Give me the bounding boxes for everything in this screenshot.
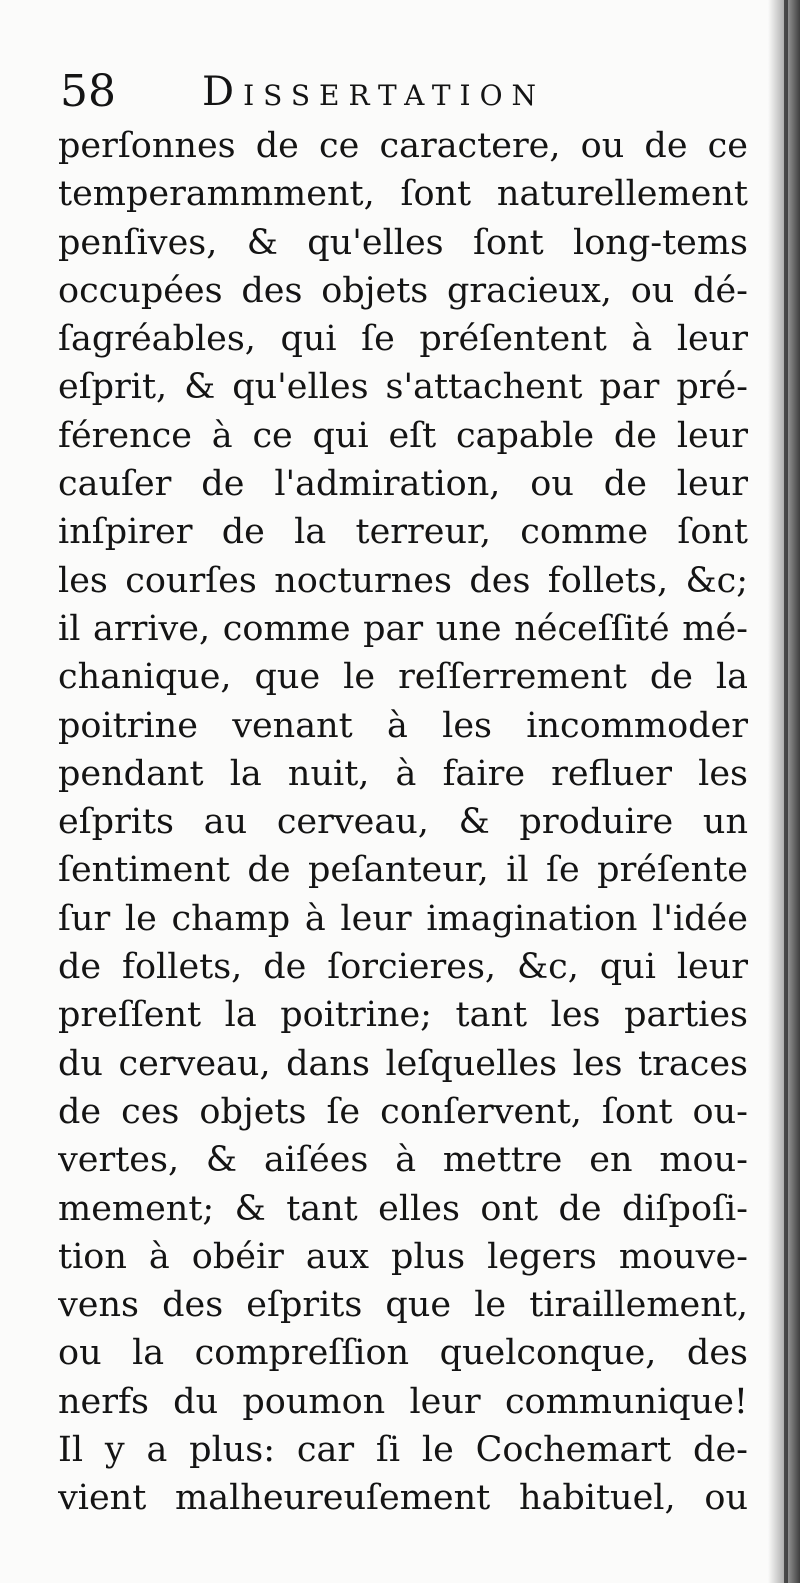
running-head [52, 66, 752, 126]
text-line: eſprit, & qu'elles s'attachent par pré- [58, 367, 748, 408]
text-line: vient malheureuſement habituel, ou [58, 1478, 748, 1519]
text-line: ſentiment de peſanteur, il ſe préſente [58, 850, 748, 891]
text-line: perſonnes de ce caractere, ou de ce [58, 126, 748, 166]
text-line: tion à obéir aux plus legers mouve- [58, 1236, 748, 1277]
text-line: cauſer de l'admiration, ou de leur [58, 464, 748, 505]
text-line: Il y a plus: car ſi le Cochemart de- [58, 1430, 748, 1471]
text-line: occupées des objets gracieux, ou dé- [58, 270, 748, 311]
text-line: preſſent la poitrine; tant les parties [58, 995, 748, 1036]
page-number: 58 [60, 66, 116, 117]
text-line: vens des eſprits que le tiraillement, [58, 1285, 748, 1326]
text-line: inſpirer de la terreur, comme ſont [58, 512, 748, 553]
text-line: férence à ce qui eſt capable de leur [58, 415, 748, 456]
page-edge-line [784, 0, 788, 1583]
text-line: nerfs du poumon leur communique! [58, 1381, 748, 1422]
text-line: de follets, de ſorcieres, &c, qui leur [58, 947, 748, 988]
text-line: les courſes nocturnes des follets, &c; [58, 560, 748, 601]
text-line: penſives, & qu'elles ſont long-tems [58, 222, 748, 263]
text-line: du cerveau, dans leſquelles les traces [58, 1043, 748, 1084]
text-line: de ces objets ſe conſervent, ſont ou- [58, 1091, 748, 1132]
running-title: Dissertation [202, 69, 546, 115]
text-line: chanique, que le reſſerrement de la [58, 657, 748, 698]
text-line: ſur le champ à leur imagination l'idée [58, 898, 748, 939]
text-line: mement; & tant elles ont de diſpoſi- [58, 1188, 748, 1229]
text-line: il arrive, comme par une néceſſité mé- [58, 608, 748, 649]
text-line: eſprits au cerveau, & produire un [58, 802, 748, 843]
body-text [58, 122, 748, 1523]
text-line: poitrine venant à les incommoder [58, 705, 748, 746]
text-line: vertes, & aiſées à mettre en mou- [58, 1140, 748, 1181]
text-line: ſagréables, qui ſe préſentent à leur [58, 319, 748, 360]
text-line: pendant la nuit, à faire refluer les [58, 753, 748, 794]
text-line: temperammment, ſont naturellement [58, 174, 748, 215]
text-line: ou la compreſſion quelconque, des [58, 1333, 748, 1374]
